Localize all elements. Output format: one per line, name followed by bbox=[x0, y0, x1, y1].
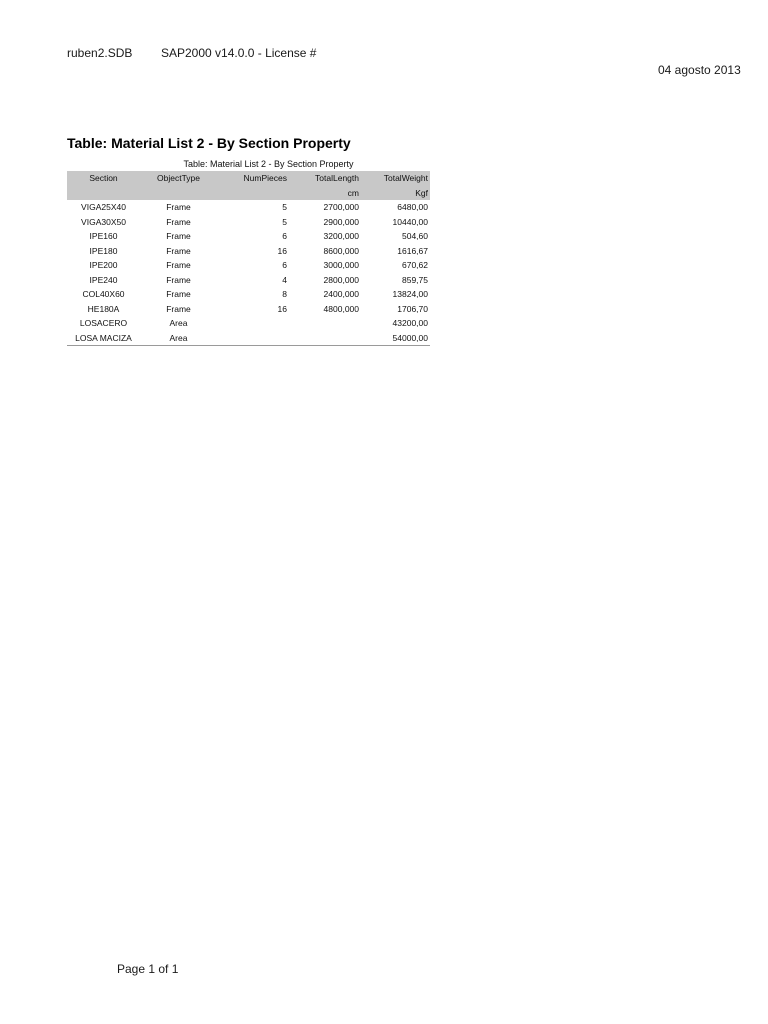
section-cell: LOSACERO bbox=[79, 318, 128, 329]
material-table-container bbox=[67, 157, 430, 346]
numpieces-cell: 5 bbox=[282, 202, 287, 213]
objecttype-cell: Frame bbox=[166, 231, 191, 242]
report-date: 04 agosto 2013 bbox=[658, 63, 741, 77]
unit-totalweight: Kgf bbox=[361, 185, 430, 200]
totallength-cell: 8600,000 bbox=[323, 245, 359, 256]
column-header-objecttype: ObjectType bbox=[140, 171, 217, 185]
program-license: SAP2000 v14.0.0 - License # bbox=[161, 46, 317, 60]
page-title: Table: Material List 2 - By Section Property bbox=[67, 135, 351, 151]
numpieces-cell bbox=[217, 316, 289, 331]
totallength-cell: 2900,000 bbox=[323, 216, 359, 227]
table-row bbox=[67, 287, 430, 302]
totallength-cell: 2800,000 bbox=[323, 274, 359, 285]
section-cell: IPE200 bbox=[89, 260, 118, 271]
section-cell: LOSA MACIZA bbox=[67, 331, 140, 346]
section-cell: HE180A bbox=[87, 303, 120, 314]
section-cell: VIGA25X40 bbox=[81, 202, 126, 213]
totallength-cell: 3000,000 bbox=[323, 260, 359, 271]
totallength-cell: 2400,000 bbox=[323, 289, 359, 300]
table-header bbox=[67, 171, 430, 200]
table-row bbox=[67, 273, 430, 288]
column-header-numpieces: NumPieces bbox=[217, 171, 289, 185]
objecttype-cell: Frame bbox=[166, 216, 191, 227]
totallength-cell: 2700,000 bbox=[323, 202, 359, 213]
unit-numpieces bbox=[217, 185, 289, 200]
unit-section bbox=[67, 185, 140, 200]
table-row bbox=[67, 258, 430, 273]
material-table bbox=[67, 171, 430, 346]
table-row bbox=[67, 215, 430, 230]
totalweight-cell: 1616,67 bbox=[397, 245, 428, 256]
table-row bbox=[67, 200, 430, 215]
column-header-totalweight: TotalWeight bbox=[361, 171, 430, 185]
objecttype-cell: Frame bbox=[166, 202, 191, 213]
totalweight-cell: 859,75 bbox=[402, 274, 428, 285]
objecttype-cell: Frame bbox=[166, 260, 191, 271]
objecttype-cell: Frame bbox=[166, 303, 191, 314]
column-header-section: Section bbox=[67, 171, 140, 185]
totalweight-cell: 6480,00 bbox=[397, 202, 428, 213]
table-body bbox=[67, 200, 430, 346]
unit-totallength: cm bbox=[289, 185, 361, 200]
totalweight-cell: 54000,00 bbox=[361, 331, 430, 346]
totalweight-cell: 43200,00 bbox=[392, 318, 428, 329]
numpieces-cell: 16 bbox=[277, 303, 287, 314]
table-caption: Table: Material List 2 - By Section Property bbox=[183, 159, 354, 169]
objecttype-cell: Area bbox=[169, 318, 188, 329]
table-row bbox=[67, 331, 430, 346]
section-cell: IPE160 bbox=[89, 231, 118, 242]
totallength-cell bbox=[289, 331, 361, 346]
objecttype-cell: Frame bbox=[166, 289, 191, 300]
objecttype-cell: Area bbox=[140, 331, 217, 346]
numpieces-cell: 6 bbox=[282, 231, 287, 242]
section-cell: IPE180 bbox=[89, 245, 118, 256]
column-header-totallength: TotalLength bbox=[289, 171, 361, 185]
section-cell: IPE240 bbox=[89, 274, 118, 285]
totalweight-cell: 1706,70 bbox=[397, 303, 428, 314]
table-row bbox=[67, 316, 430, 331]
totalweight-cell: 10440,00 bbox=[392, 216, 428, 227]
objecttype-cell: Frame bbox=[166, 245, 191, 256]
unit-objecttype bbox=[140, 185, 217, 200]
totallength-cell: 3200,000 bbox=[323, 231, 359, 242]
totalweight-cell: 13824,00 bbox=[392, 289, 428, 300]
table-row bbox=[67, 244, 430, 259]
numpieces-cell: 8 bbox=[282, 289, 287, 300]
file-name: ruben2.SDB bbox=[67, 46, 133, 60]
numpieces-cell: 4 bbox=[282, 274, 287, 285]
numpieces-cell: 16 bbox=[277, 245, 287, 256]
totallength-cell: 4800,000 bbox=[323, 303, 359, 314]
objecttype-cell: Frame bbox=[166, 274, 191, 285]
section-cell: COL40X60 bbox=[82, 289, 125, 300]
totalweight-cell: 504,60 bbox=[402, 231, 428, 242]
page-number: Page 1 of 1 bbox=[117, 962, 179, 976]
numpieces-cell bbox=[217, 331, 289, 346]
numpieces-cell: 6 bbox=[282, 260, 287, 271]
table-row bbox=[67, 302, 430, 317]
totallength-cell bbox=[289, 316, 361, 331]
numpieces-cell: 5 bbox=[282, 216, 287, 227]
table-row bbox=[67, 229, 430, 244]
section-cell: VIGA30X50 bbox=[81, 216, 126, 227]
totalweight-cell: 670,62 bbox=[402, 260, 428, 271]
